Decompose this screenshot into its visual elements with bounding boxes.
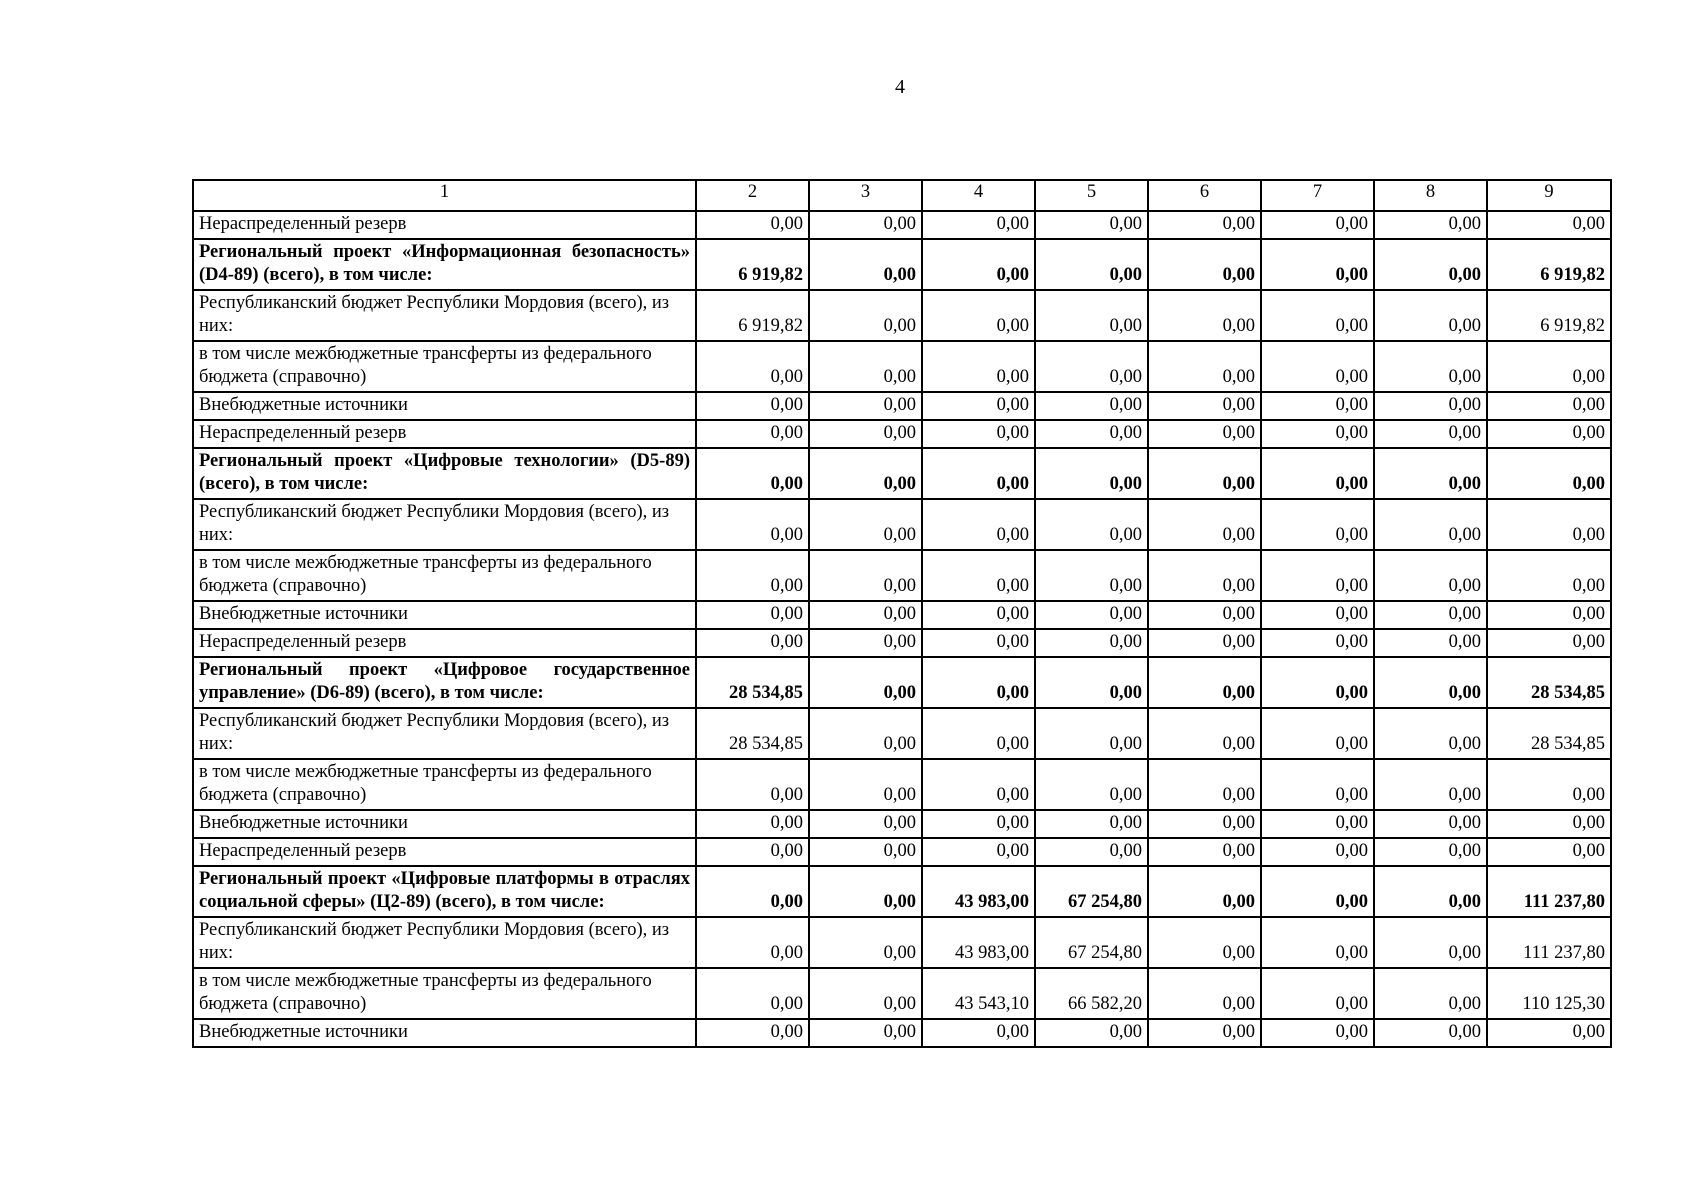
value-cell: 0,00	[1261, 629, 1374, 657]
table-row	[193, 290, 1611, 341]
value-cell: 0,00	[696, 392, 809, 420]
value-cell: 6 919,82	[696, 290, 809, 341]
page-number: 4	[895, 76, 905, 98]
value-cell: 0,00	[809, 211, 922, 239]
value-cell: 0,00	[1261, 211, 1374, 239]
value-cell: 0,00	[922, 708, 1035, 759]
value-cell: 0,00	[922, 211, 1035, 239]
value-cell: 0,00	[922, 341, 1035, 392]
row-label: в том числе межбюджетные трансферты из федерального бюджета (справочно)	[193, 759, 696, 810]
value-cell: 0,00	[809, 838, 922, 866]
value-cell: 0,00	[1035, 708, 1148, 759]
value-cell: 0,00	[809, 708, 922, 759]
column-header: 2	[696, 180, 809, 211]
value-cell: 0,00	[1148, 420, 1261, 448]
value-cell: 0,00	[809, 341, 922, 392]
column-header: 6	[1148, 180, 1261, 211]
value-cell: 0,00	[809, 239, 922, 290]
value-cell: 0,00	[1374, 708, 1487, 759]
value-cell: 0,00	[809, 1019, 922, 1047]
column-header: 4	[922, 180, 1035, 211]
value-cell: 0,00	[1374, 420, 1487, 448]
value-cell: 0,00	[1374, 866, 1487, 917]
value-cell: 0,00	[1261, 392, 1374, 420]
value-cell: 0,00	[1148, 759, 1261, 810]
value-cell: 0,00	[809, 601, 922, 629]
value-cell: 0,00	[922, 838, 1035, 866]
value-cell: 0,00	[809, 290, 922, 341]
value-cell: 0,00	[1374, 601, 1487, 629]
row-label: Республиканский бюджет Республики Мордовия (всего), из них:	[193, 917, 696, 968]
value-cell: 0,00	[696, 838, 809, 866]
value-cell: 0,00	[696, 810, 809, 838]
value-cell: 0,00	[1035, 341, 1148, 392]
value-cell: 0,00	[922, 601, 1035, 629]
value-cell: 0,00	[1035, 759, 1148, 810]
value-cell: 0,00	[1148, 290, 1261, 341]
value-cell: 0,00	[809, 392, 922, 420]
value-cell: 0,00	[1374, 392, 1487, 420]
value-cell: 0,00	[1374, 810, 1487, 838]
value-cell: 0,00	[1148, 392, 1261, 420]
value-cell: 0,00	[922, 420, 1035, 448]
value-cell: 0,00	[809, 448, 922, 499]
value-cell: 0,00	[1035, 1019, 1148, 1047]
column-header: 1	[193, 180, 696, 211]
value-cell: 0,00	[696, 420, 809, 448]
value-cell: 0,00	[1374, 1019, 1487, 1047]
table-row	[193, 810, 1611, 838]
value-cell: 0,00	[1035, 420, 1148, 448]
value-cell: 0,00	[1148, 629, 1261, 657]
value-cell: 0,00	[1148, 866, 1261, 917]
value-cell: 111 237,80	[1487, 866, 1611, 917]
value-cell: 0,00	[1261, 708, 1374, 759]
value-cell: 0,00	[1487, 550, 1611, 601]
value-cell: 0,00	[809, 917, 922, 968]
value-cell: 0,00	[696, 601, 809, 629]
value-cell: 67 254,80	[1035, 917, 1148, 968]
value-cell: 0,00	[696, 629, 809, 657]
row-label: Республиканский бюджет Республики Мордовия (всего), из них:	[193, 499, 696, 550]
row-label: Нераспределенный резерв	[193, 629, 696, 657]
value-cell: 0,00	[1035, 550, 1148, 601]
value-cell: 0,00	[1374, 838, 1487, 866]
value-cell: 0,00	[696, 866, 809, 917]
value-cell: 67 254,80	[1035, 866, 1148, 917]
value-cell: 0,00	[1487, 341, 1611, 392]
value-cell: 0,00	[1148, 499, 1261, 550]
table-row-project	[193, 657, 1611, 708]
value-cell: 0,00	[1487, 392, 1611, 420]
value-cell: 28 534,85	[696, 657, 809, 708]
value-cell: 0,00	[1487, 420, 1611, 448]
value-cell: 0,00	[1261, 968, 1374, 1019]
value-cell: 0,00	[922, 1019, 1035, 1047]
value-cell: 0,00	[1487, 629, 1611, 657]
table-row	[193, 550, 1611, 601]
row-label: Внебюджетные источники	[193, 1019, 696, 1047]
value-cell: 66 582,20	[1035, 968, 1148, 1019]
table-row	[193, 759, 1611, 810]
value-cell: 0,00	[1148, 838, 1261, 866]
value-cell: 0,00	[1374, 968, 1487, 1019]
table-row	[193, 1019, 1611, 1047]
value-cell: 0,00	[1035, 810, 1148, 838]
value-cell: 0,00	[1487, 1019, 1611, 1047]
value-cell: 0,00	[1035, 290, 1148, 341]
table-row	[193, 708, 1611, 759]
value-cell: 0,00	[1148, 1019, 1261, 1047]
value-cell: 0,00	[696, 550, 809, 601]
value-cell: 0,00	[922, 448, 1035, 499]
table-row	[193, 917, 1611, 968]
value-cell: 0,00	[922, 392, 1035, 420]
row-label: Региональный проект «Цифровые платформы в отраслях социальной сферы» (Ц2-89) (всего), в том числе:	[193, 866, 696, 917]
value-cell: 0,00	[1035, 392, 1148, 420]
value-cell: 0,00	[1148, 708, 1261, 759]
value-cell: 0,00	[1261, 866, 1374, 917]
table-row	[193, 968, 1611, 1019]
value-cell: 0,00	[922, 657, 1035, 708]
value-cell: 110 125,30	[1487, 968, 1611, 1019]
value-cell: 0,00	[1261, 917, 1374, 968]
budget-table	[192, 179, 1612, 1048]
value-cell: 0,00	[1374, 341, 1487, 392]
table-row	[193, 838, 1611, 866]
value-cell: 0,00	[1261, 550, 1374, 601]
row-label: Нераспределенный резерв	[193, 838, 696, 866]
value-cell: 111 237,80	[1487, 917, 1611, 968]
row-label: Внебюджетные источники	[193, 601, 696, 629]
row-label: в том числе межбюджетные трансферты из федерального бюджета (справочно)	[193, 968, 696, 1019]
value-cell: 0,00	[1374, 448, 1487, 499]
value-cell: 0,00	[1487, 838, 1611, 866]
value-cell: 0,00	[922, 499, 1035, 550]
row-label: Региональный проект «Цифровые технологии» (D5-89) (всего), в том числе:	[193, 448, 696, 499]
value-cell: 0,00	[696, 211, 809, 239]
value-cell: 0,00	[1035, 448, 1148, 499]
value-cell: 0,00	[809, 810, 922, 838]
value-cell: 43 983,00	[922, 917, 1035, 968]
value-cell: 0,00	[922, 810, 1035, 838]
value-cell: 0,00	[1487, 759, 1611, 810]
table-row	[193, 499, 1611, 550]
value-cell: 0,00	[696, 759, 809, 810]
table-row	[193, 629, 1611, 657]
value-cell: 0,00	[696, 499, 809, 550]
column-header: 5	[1035, 180, 1148, 211]
value-cell: 0,00	[1374, 917, 1487, 968]
value-cell: 0,00	[1261, 1019, 1374, 1047]
table-row	[193, 420, 1611, 448]
budget-table-body	[193, 180, 1611, 1047]
value-cell: 0,00	[1374, 759, 1487, 810]
row-label: Внебюджетные источники	[193, 810, 696, 838]
value-cell: 0,00	[1374, 211, 1487, 239]
value-cell: 0,00	[1035, 211, 1148, 239]
table-row	[193, 211, 1611, 239]
value-cell: 0,00	[1374, 629, 1487, 657]
value-cell: 43 983,00	[922, 866, 1035, 917]
row-label: Нераспределенный резерв	[193, 211, 696, 239]
row-label: Внебюджетные источники	[193, 392, 696, 420]
value-cell: 0,00	[1261, 838, 1374, 866]
value-cell: 0,00	[1487, 499, 1611, 550]
value-cell: 0,00	[1148, 239, 1261, 290]
table-row-project	[193, 448, 1611, 499]
value-cell: 0,00	[809, 499, 922, 550]
row-label: Региональный проект «Цифровое государственное управление» (D6-89) (всего), в том числе:	[193, 657, 696, 708]
value-cell: 0,00	[1487, 601, 1611, 629]
value-cell: 0,00	[1035, 601, 1148, 629]
column-header: 3	[809, 180, 922, 211]
value-cell: 0,00	[1148, 448, 1261, 499]
value-cell: 0,00	[809, 629, 922, 657]
value-cell: 6 919,82	[1487, 290, 1611, 341]
column-header: 7	[1261, 180, 1374, 211]
value-cell: 0,00	[696, 1019, 809, 1047]
value-cell: 0,00	[1487, 448, 1611, 499]
value-cell: 0,00	[922, 759, 1035, 810]
value-cell: 0,00	[809, 866, 922, 917]
value-cell: 0,00	[1035, 838, 1148, 866]
value-cell: 28 534,85	[1487, 657, 1611, 708]
value-cell: 6 919,82	[696, 239, 809, 290]
value-cell: 0,00	[922, 550, 1035, 601]
column-header: 9	[1487, 180, 1611, 211]
value-cell: 0,00	[1374, 550, 1487, 601]
value-cell: 0,00	[1035, 629, 1148, 657]
value-cell: 0,00	[1035, 239, 1148, 290]
value-cell: 0,00	[1261, 290, 1374, 341]
value-cell: 0,00	[1261, 499, 1374, 550]
row-label: Региональный проект «Информационная безопасность» (D4-89) (всего), в том числе:	[193, 239, 696, 290]
value-cell: 0,00	[1374, 657, 1487, 708]
value-cell: 0,00	[809, 420, 922, 448]
value-cell: 0,00	[696, 917, 809, 968]
value-cell: 0,00	[1148, 917, 1261, 968]
value-cell: 0,00	[809, 657, 922, 708]
value-cell: 0,00	[1261, 810, 1374, 838]
value-cell: 0,00	[1148, 657, 1261, 708]
value-cell: 0,00	[1487, 810, 1611, 838]
row-label: Нераспределенный резерв	[193, 420, 696, 448]
value-cell: 6 919,82	[1487, 239, 1611, 290]
value-cell: 0,00	[1035, 657, 1148, 708]
value-cell: 0,00	[1148, 550, 1261, 601]
value-cell: 0,00	[1374, 239, 1487, 290]
value-cell: 0,00	[1261, 341, 1374, 392]
value-cell: 0,00	[1148, 968, 1261, 1019]
row-label: Республиканский бюджет Республики Мордовия (всего), из них:	[193, 290, 696, 341]
value-cell: 28 534,85	[696, 708, 809, 759]
row-label: Республиканский бюджет Республики Мордовия (всего), из них:	[193, 708, 696, 759]
value-cell: 0,00	[696, 341, 809, 392]
value-cell: 0,00	[809, 968, 922, 1019]
value-cell: 0,00	[1487, 211, 1611, 239]
value-cell: 0,00	[1035, 499, 1148, 550]
column-header: 8	[1374, 180, 1487, 211]
table-row-project	[193, 239, 1611, 290]
table-header-row	[193, 180, 1611, 211]
value-cell: 0,00	[1374, 290, 1487, 341]
value-cell: 0,00	[1261, 420, 1374, 448]
value-cell: 0,00	[1261, 601, 1374, 629]
value-cell: 0,00	[696, 968, 809, 1019]
table-row	[193, 601, 1611, 629]
value-cell: 43 543,10	[922, 968, 1035, 1019]
value-cell: 0,00	[809, 550, 922, 601]
value-cell: 0,00	[922, 629, 1035, 657]
value-cell: 28 534,85	[1487, 708, 1611, 759]
value-cell: 0,00	[809, 759, 922, 810]
value-cell: 0,00	[1148, 341, 1261, 392]
value-cell: 0,00	[922, 239, 1035, 290]
row-label: в том числе межбюджетные трансферты из федерального бюджета (справочно)	[193, 341, 696, 392]
value-cell: 0,00	[696, 448, 809, 499]
table-row	[193, 392, 1611, 420]
value-cell: 0,00	[922, 290, 1035, 341]
table-row	[193, 341, 1611, 392]
row-label: в том числе межбюджетные трансферты из федерального бюджета (справочно)	[193, 550, 696, 601]
value-cell: 0,00	[1261, 759, 1374, 810]
value-cell: 0,00	[1261, 239, 1374, 290]
value-cell: 0,00	[1148, 211, 1261, 239]
value-cell: 0,00	[1374, 499, 1487, 550]
value-cell: 0,00	[1261, 448, 1374, 499]
value-cell: 0,00	[1148, 601, 1261, 629]
value-cell: 0,00	[1148, 810, 1261, 838]
table-row-project	[193, 866, 1611, 917]
value-cell: 0,00	[1261, 657, 1374, 708]
